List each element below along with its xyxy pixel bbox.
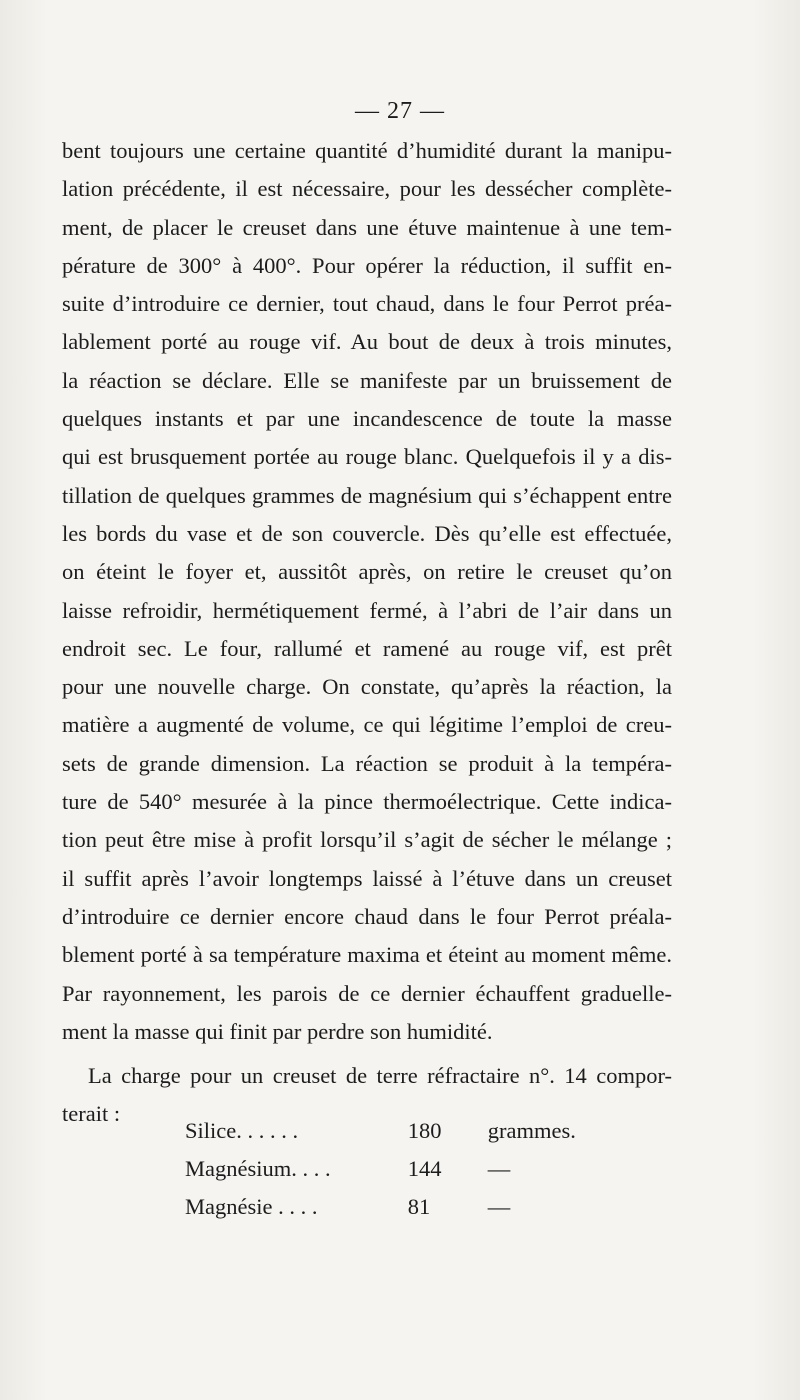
ingredient-unit: grammes. — [487, 1118, 576, 1143]
ingredient-unit: — — [487, 1194, 511, 1219]
text-line: laisse refroidir, hermétiquement fermé, à l’abri de l’air dans un — [62, 597, 672, 623]
text-line: pour une nouvelle charge. On constate, qu’après la réaction, la — [62, 674, 672, 700]
text-line: lation précédente, il est nécessaire, pour les dessécher complète- — [62, 176, 672, 202]
ingredient-quantity: 81 — [407, 1194, 431, 1219]
text-line: ment la masse qui finit par perdre son humidité. — [62, 1018, 493, 1044]
text-line: tion peut être mise à profit lorsqu’il s’agit de sécher le mélange ; — [62, 827, 672, 853]
text-line: Par rayonnement, les parois de ce dernier échauffent graduelle- — [62, 980, 672, 1006]
text-line: lablement porté au rouge vif. Au bout de deux à trois minutes, — [62, 329, 672, 355]
text-line: pérature de 300° à 400°. Pour opérer la réduction, il suffit en- — [62, 252, 672, 278]
composition-row — [185, 1150, 605, 1188]
text-line: la réaction se déclare. Elle se manifeste par un bruissement de — [62, 367, 672, 393]
composition-row — [185, 1188, 605, 1226]
text-line: quelques instants et par une incandescence de toute la masse — [62, 406, 672, 432]
text-line: matière a augmenté de volume, ce qui légitime l’emploi de creu- — [62, 712, 672, 738]
text-line: ture de 540° mesurée à la pince thermoélectrique. Cette indica- — [62, 789, 672, 815]
body-text — [62, 132, 672, 1134]
text-line: ment, de placer le creuset dans une étuve maintenue à une tem- — [62, 214, 672, 240]
text-line: terait : — [62, 1101, 121, 1127]
ingredient-quantity: 180 — [407, 1118, 442, 1143]
text-line: suite d’introduire ce dernier, tout chaud, dans le four Perrot préa- — [62, 291, 672, 317]
text-line: on éteint le foyer et, aussitôt après, on retire le creuset qu’on — [62, 559, 672, 585]
ingredient-name: Magnésie . . . . — [185, 1194, 318, 1219]
ingredient-quantity: 144 — [407, 1156, 442, 1181]
text-line: bent toujours une certaine quantité d’humidité durant la manipu- — [62, 138, 672, 163]
composition-table — [185, 1112, 605, 1226]
paragraph-1 — [62, 132, 672, 1051]
page-number: — 27 — — [355, 98, 445, 124]
text-line: endroit sec. Le four, rallumé et ramené au rouge vif, est prêt — [62, 635, 672, 661]
text-line: blement porté à sa température maxima et éteint au moment même. — [62, 942, 672, 968]
text-line: tillation de quelques grammes de magnésium qui s’échappent entre — [62, 482, 672, 508]
text-line: La charge pour un creuset de terre réfractaire n°. 14 compor- — [88, 1063, 672, 1089]
ingredient-name: Magnésium. . . . — [185, 1156, 331, 1181]
text-line: qui est brusquement portée au rouge blanc. Quelquefois il y a dis- — [62, 444, 672, 470]
text-line: d’introduire ce dernier encore chaud dans le four Perrot préala- — [62, 903, 672, 929]
text-line: les bords du vase et de son couvercle. Dès qu’elle est effectuée, — [62, 520, 672, 546]
text-line: sets de grande dimension. La réaction se produit à la tempéra- — [62, 750, 672, 776]
composition-row — [185, 1112, 605, 1150]
text-line: il suffit après l’avoir longtemps laissé à l’étuve dans un creuset — [62, 865, 672, 891]
ingredient-name: Silice. . . . . . — [185, 1118, 299, 1143]
ingredient-unit: — — [487, 1156, 511, 1181]
